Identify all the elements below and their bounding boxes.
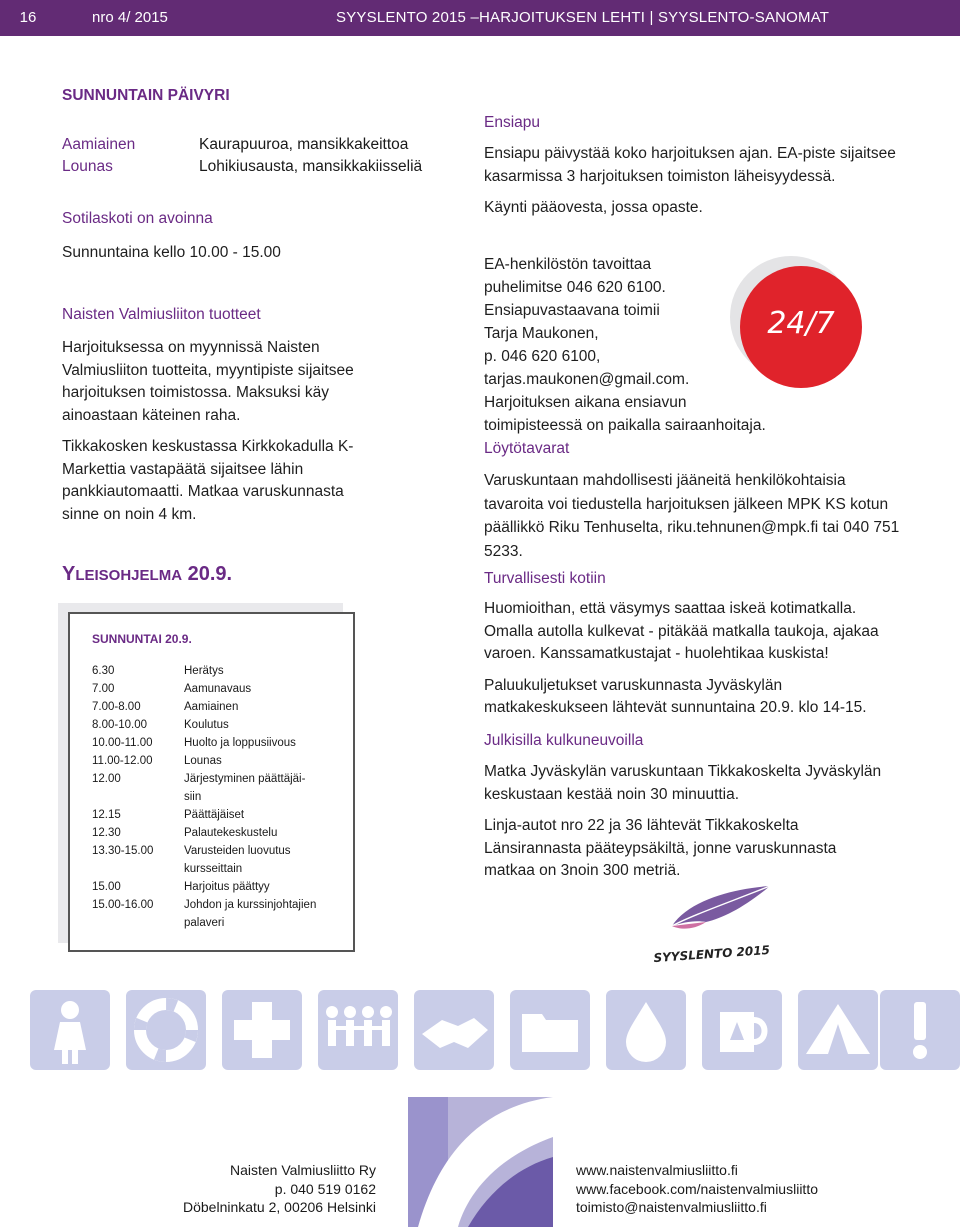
schedule-row (92, 860, 334, 878)
schedule-event: Aamiainen (184, 701, 239, 713)
schedule-row (92, 716, 334, 734)
firstaid-paragraph: Ensiapu päivystää koko harjoituksen ajan. EA-piste sijaitsee kasarmissa 3 harjoituksen toimiston läheisyydessä. (484, 145, 896, 185)
safe-home-heading: Turvallisesti kotiin (484, 570, 606, 587)
schedule-time: 11.00-12.00 (92, 755, 153, 767)
schedule-event: kursseittain (184, 863, 243, 875)
issue-number: nro 4/ 2015 (92, 9, 168, 26)
schedule-row (92, 788, 334, 806)
firstaid-entrance: Käynti pääovesta, jossa opaste. (484, 199, 703, 216)
schedule-time: 13.30-15.00 (92, 845, 154, 857)
schedule-time (92, 914, 184, 932)
canteen-hours: Sunnuntaina kello 10.00 - 15.00 (62, 244, 281, 261)
program-heading-date: 20.9. (187, 563, 233, 585)
firstaid-line: Tarja Maukonen, (484, 325, 599, 342)
schedule-time (92, 860, 184, 878)
canteen-heading: Sotilaskoti on avoinna (62, 210, 213, 227)
publication-title: SYYSLENTO 2015 –HARJOITUKSEN LEHTI | SYYSLENTO-SANOMAT (336, 9, 830, 26)
lost-found-text: Varuskuntaan mahdollisesti jääneitä henkilökohtaisia tavaroita voi tiedustella harjoituksen jälkeen MPK KS kotun päällikkö Riku Tenhuselta, riku.tehnunen@mpk.fi tai 040 751 5233. (484, 472, 900, 560)
products-heading: Naisten Valmiusliiton tuotteet (62, 306, 261, 323)
footer-links (576, 1161, 818, 1217)
public-transport-text (484, 761, 889, 892)
schedule-event: Koulutus (184, 719, 229, 731)
schedule-event: Herätys (184, 665, 224, 677)
footer-phone: p. 040 519 0162 (274, 1180, 376, 1197)
schedule-row (92, 878, 334, 896)
firstaid-line: EA-henkilöstön tavoittaa (484, 256, 652, 273)
schedule-event: Huolto ja loppusiivous (184, 737, 296, 749)
schedule-event: Varusteiden luovutus (184, 845, 291, 857)
schedule-time: 12.15 (92, 809, 121, 821)
tent-icon (798, 990, 878, 1070)
schedule-row (92, 842, 334, 860)
firstaid-text (484, 143, 904, 229)
folder-icon (510, 990, 590, 1070)
safe-home-paragraph: Huomioithan, että väsymys saattaa iskeä kotimatkalla. Omalla autolla kulkevat - pitäkää matkalla taukoja, ajakaa varoen. Kanssamatkustajat - huolehtikaa kuskista! (484, 600, 879, 662)
footer-contact (183, 1161, 376, 1217)
footer-address: Döbelninkatu 2, 00206 Helsinki (182, 1199, 376, 1215)
products-text: Harjoituksessa on myynnissä Naisten Valmiusliiton tuotteita, myyntipiste sijaitsee harjoituksen toimistossa. Maksuksi käy ainoastaan käteinen raha. (62, 339, 354, 424)
water-drop-icon (606, 990, 686, 1070)
always-open-badge (740, 266, 862, 388)
exclamation-icon (880, 990, 960, 1070)
safe-home-text (484, 598, 904, 729)
atm-text: Tikkakosken keskustassa Kirkkokadulla K-Markettia vastapäätä sijaitsee lähin pankkiautomaatti. Matkaa varuskunnasta sinne on noin 4 km. (62, 438, 354, 523)
firstaid-line: Ensiapuvastaavana toimii (484, 302, 660, 319)
schedule-event: Aamunavaus (184, 683, 252, 695)
schedule-time: 12.00 (92, 773, 121, 785)
firstaid-line: Harjoituksen aikana ensiavun (484, 394, 687, 411)
footer-web-link[interactable]: www.naistenvalmiusliitto.fi (576, 1162, 738, 1178)
schedule-row (92, 662, 334, 680)
feather-icon (650, 878, 780, 968)
schedule-time: 7.00 (92, 683, 115, 695)
firstaid-heading: Ensiapu (484, 114, 541, 131)
schedule-time: 7.00-8.00 (92, 701, 141, 713)
icon-row (30, 990, 960, 1072)
schedule-event: Harjoitus päättyy (184, 881, 270, 893)
schedule-time: 15.00 (92, 881, 121, 893)
meal-label-lunch: Lounas (62, 158, 113, 175)
schedule-row (92, 806, 334, 824)
schedule-event: Lounas (184, 755, 222, 767)
mug-icon (702, 990, 782, 1070)
program-heading-cap: Y (62, 563, 76, 585)
schedule-event: palaveri (184, 917, 225, 929)
schedule-row (92, 770, 334, 788)
schedule-event: Järjestyminen päättäjäi- (184, 773, 306, 785)
schedule-time: 8.00-10.00 (92, 719, 147, 731)
footer-facebook-link[interactable]: www.facebook.com/naistenvalmiusliitto (576, 1180, 818, 1197)
first-aid-cross-icon (222, 990, 302, 1070)
firstaid-line: toimipisteessä on paikalla sairaanhoitaja. (484, 417, 766, 434)
program-heading-word: LEISOHJELMA (75, 567, 183, 584)
schedule-title: SUNNUNTAI 20.9. (92, 632, 192, 646)
people-chain-icon (318, 990, 398, 1070)
footer-email-link[interactable]: toimisto@naistenvalmiusliitto.fi (576, 1199, 767, 1215)
logo-text: SYYSLENTO 2015 (653, 942, 771, 966)
bus-lines-paragraph: Linja-autot nro 22 ja 36 lähtevät Tikkakoskelta Länsirannasta pääteypsäkiltä, jonne varuskunnasta matkaa on 3noin 300 metriä. (484, 817, 837, 879)
schedule-event: Palautekeskustelu (184, 827, 278, 839)
lifebuoy-icon (126, 990, 206, 1070)
person-icon (30, 990, 110, 1070)
schedule-event: Johdon ja kurssinjohtajien (184, 899, 317, 911)
schedule-time: 10.00-11.00 (92, 737, 153, 749)
schedule-time: 12.30 (92, 827, 121, 839)
schedule-time: 15.00-16.00 (92, 899, 154, 911)
schedule-box (68, 612, 355, 952)
firstaid-line: tarjas.maukonen@gmail.com. (484, 371, 690, 388)
schedule-time (92, 788, 184, 806)
schedule-event: Päättäjäiset (184, 809, 245, 821)
handshake-icon (414, 990, 494, 1070)
firstaid-line: p. 046 620 6100, (484, 348, 601, 365)
firstaid-line: puhelimitse 046 620 6100. (484, 279, 666, 296)
schedule-row (92, 824, 334, 842)
syyslento-logo (650, 878, 780, 968)
schedule-row (92, 914, 334, 932)
program-heading (62, 563, 232, 586)
meal-value-breakfast: Kaurapuuroa, mansikkakeittoa (199, 136, 409, 153)
schedule-list (92, 662, 334, 932)
lost-found-heading: Löytötavarat (484, 440, 570, 457)
meal-value-lunch: Lohikiusausta, mansikkakiisseliä (199, 158, 423, 175)
public-transport-heading: Julkisilla kulkuneuvoilla (484, 732, 644, 749)
schedule-row (92, 734, 334, 752)
travel-time-paragraph: Matka Jyväskylän varuskuntaan Tikkakoskelta Jyväskylän keskustaan kestää noin 30 minuuttia. (484, 763, 882, 803)
schedule-row (92, 896, 334, 914)
naisten-valmiusliitto-logo (408, 1097, 553, 1227)
schedule-row (92, 752, 334, 770)
footer-org: Naisten Valmiusliitto Ry (229, 1162, 376, 1178)
diary-heading: SUNNUNTAIN PÄIVYRI (62, 87, 230, 104)
schedule-time: 6.30 (92, 665, 115, 677)
schedule-event: siin (184, 791, 202, 803)
return-transport-paragraph: Paluukuljetukset varuskunnasta Jyväskylän matkakeskukseen lähtevät sunnuntaina 20.9. klo 14-15. (484, 676, 867, 716)
page-number: 16 (19, 9, 37, 26)
schedule-row (92, 680, 334, 698)
schedule-row (92, 698, 334, 716)
meal-label-breakfast: Aamiainen (62, 136, 136, 153)
badge-text: 24/7 (767, 306, 835, 341)
page-header (0, 0, 960, 36)
